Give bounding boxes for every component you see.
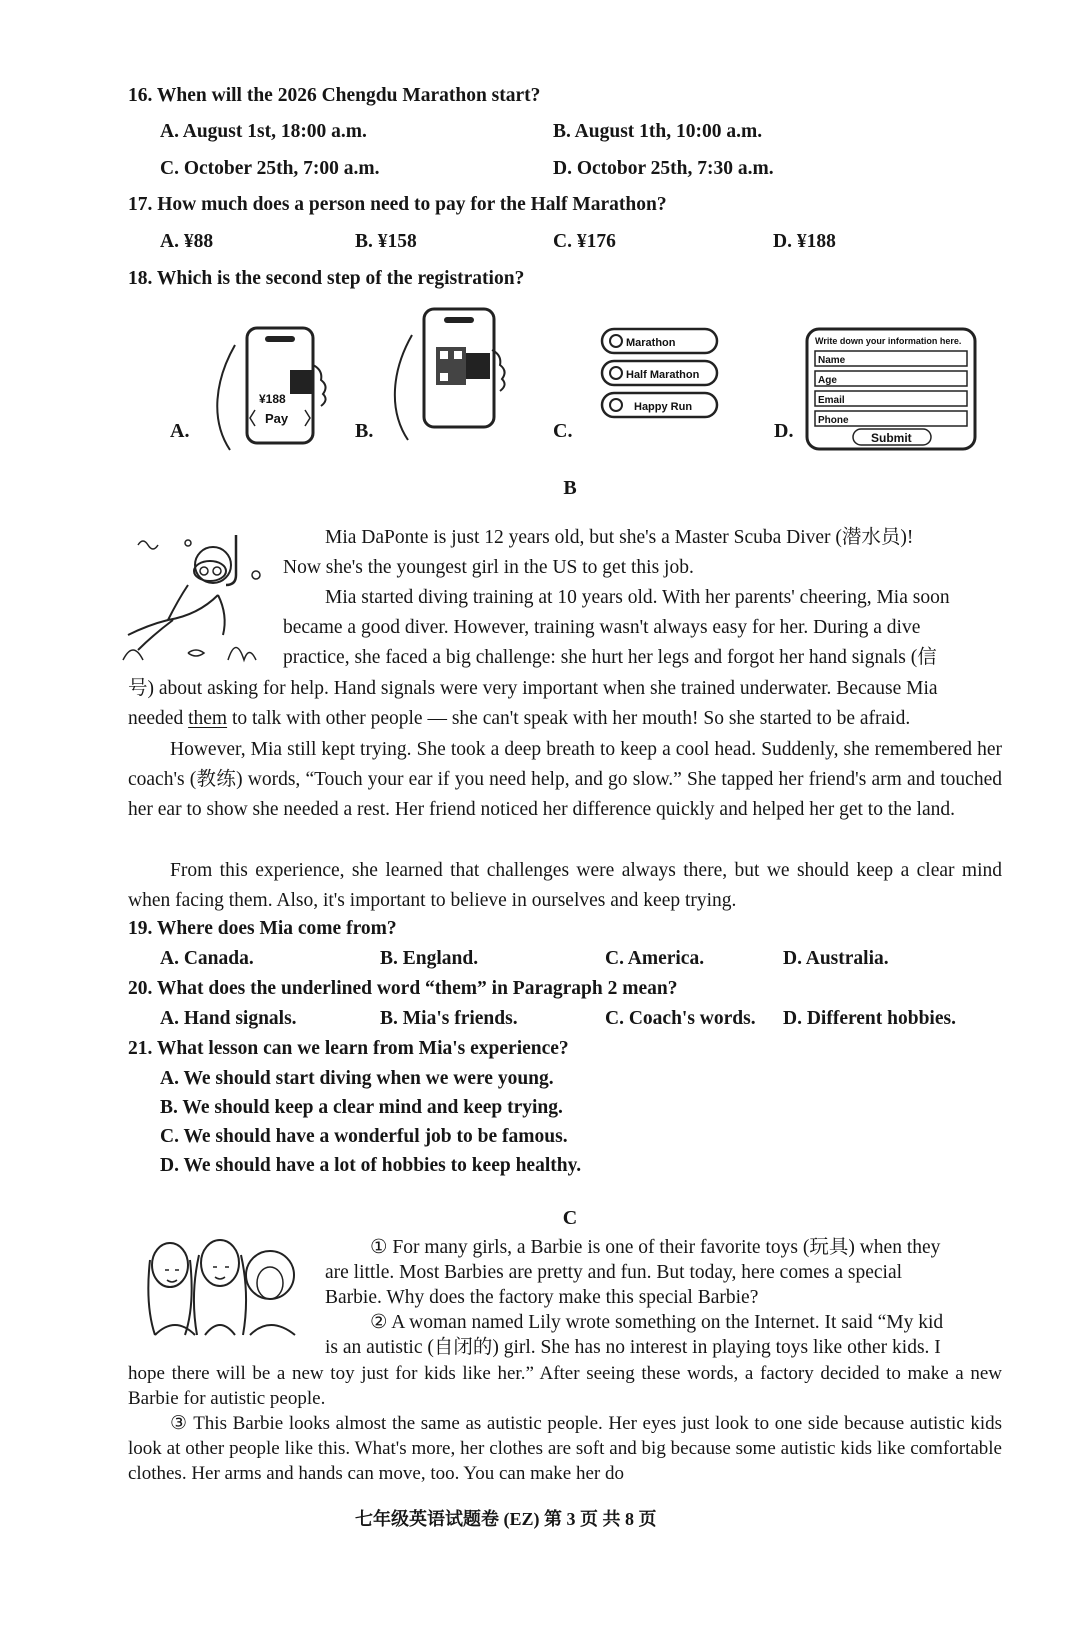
b-p2-line4: 号) about asking for help. Hand signals were very important when she trained underwater. Because Mia: [128, 678, 938, 699]
q20-option-a: A. Hand signals.: [160, 1008, 297, 1029]
event-choice-illustration: [600, 325, 725, 425]
c-paragraph-3: ③ This Barbie looks almost the same as autistic people. Her eyes just look to one side because autistic kids look at other people like this. What's more, her clothes are soft and big because some autistic kids like comfortable clothes. Her arms and hands can move, too. You can make her do: [128, 1413, 1002, 1484]
form-field-phone: Phone: [818, 415, 849, 426]
q16-option-a: A. August 1st, 18:00 a.m.: [160, 121, 367, 142]
choice-half-marathon: Half Marathon: [626, 369, 700, 381]
c-p2-line2: is an autistic (自闭的) girl. She has no interest in playing toys like other kids. I: [325, 1337, 941, 1358]
q18-label-d: D.: [774, 420, 794, 442]
q20-option-b: B. Mia's friends.: [380, 1008, 518, 1029]
form-submit: Submit: [871, 431, 912, 445]
info-form-illustration: [805, 325, 980, 455]
c-paragraph-2-cont: hope there will be a new toy just for kids like her.” After seeing these words, a factory decided to make a new Barbie for autistic people.: [128, 1363, 1002, 1409]
b-p2-line5: needed them to talk with other people — she can't speak with her mouth! So she started to be afraid.: [128, 708, 911, 729]
q19-option-a: A. Canada.: [160, 948, 254, 969]
three-girls-illustration: [135, 1235, 305, 1345]
c-p1-line2: are little. Most Barbies are pretty and fun. But today, here comes a special: [325, 1262, 903, 1283]
q17-option-c: C. ¥176: [553, 231, 616, 252]
c-p1-line1: ① For many girls, a Barbie is one of their favorite toys (玩具) when they: [370, 1237, 941, 1258]
phone-pay-illustration: [205, 320, 335, 455]
q16-option-d: D. Octobor 25th, 7:30 a.m.: [553, 158, 774, 179]
q21-option-b: B. We should keep a clear mind and keep trying.: [160, 1097, 563, 1118]
b-paragraph-3: However, Mia still kept trying. She took a deep breath to keep a cool head. Suddenly, she remembered her coach's (教练) words, “Touch your ear if you need help, and go slow.” She tapped her friend's arm and touched her ear to show she needed a rest. Her friend noticed her difference quickly and helped her get to the land.: [128, 739, 1002, 820]
form-field-name: Name: [818, 355, 846, 366]
q18-stem: 18. Which is the second step of the registration?: [128, 268, 525, 289]
q18-label-a: A.: [170, 420, 190, 442]
page-footer: 七年级英语试题卷 (EZ) 第 3 页 共 8 页: [355, 1509, 657, 1529]
choice-happy-run: Happy Run: [634, 401, 693, 413]
form-field-age: Age: [818, 375, 837, 386]
b-p1-line2: Now she's the youngest girl in the US to get this job.: [283, 557, 694, 578]
q19-option-b: B. England.: [380, 948, 479, 969]
q19-option-c: C. America.: [605, 948, 705, 969]
underlined-word-them: them: [188, 708, 228, 729]
section-b-heading: B: [563, 477, 577, 499]
b-paragraph-4: From this experience, she learned that challenges were always there, but we should keep a clear mind when facing them. Also, it's important to believe in ourselves and keep trying.: [128, 860, 1002, 911]
pay-price: ¥188: [259, 392, 286, 406]
form-title: Write down your information here.: [815, 336, 962, 346]
b-p2-line1: Mia started diving training at 10 years old. With her parents' cheering, Mia soon: [325, 587, 950, 608]
c-p1-line3: Barbie. Why does the factory make this special Barbie?: [325, 1287, 759, 1308]
b-p2-line3: practice, she faced a big challenge: she hurt her legs and forgot her hand signals (信: [283, 647, 937, 668]
q20-stem: 20. What does the underlined word “them” in Paragraph 2 mean?: [128, 978, 678, 999]
q21-option-a: A. We should start diving when we were young.: [160, 1068, 554, 1089]
q16-option-c: C. October 25th, 7:00 a.m.: [160, 158, 380, 179]
q16-option-b: B. August 1th, 10:00 a.m.: [553, 121, 763, 142]
q17-option-d: D. ¥188: [773, 231, 836, 252]
scuba-diver-illustration: [118, 525, 273, 670]
phone-qr-illustration: [380, 305, 510, 445]
section-c-heading: C: [562, 1207, 578, 1229]
q21-stem: 21. What lesson can we learn from Mia's experience?: [128, 1038, 569, 1059]
q19-option-d: D. Australia.: [783, 948, 889, 969]
q21-option-d: D. We should have a lot of hobbies to keep healthy.: [160, 1155, 582, 1176]
choice-marathon: Marathon: [626, 337, 676, 349]
q17-option-b: B. ¥158: [355, 231, 417, 252]
pay-label: Pay: [265, 411, 289, 426]
c-p2-line1: ② A woman named Lily wrote something on the Internet. It said “My kid: [370, 1312, 944, 1333]
q18-label-b: B.: [355, 420, 374, 442]
q17-stem: 17. How much does a person need to pay for the Half Marathon?: [128, 194, 667, 215]
b-p1-line1: Mia DaPonte is just 12 years old, but she's a Master Scuba Diver (潜水员)!: [325, 527, 914, 548]
q19-stem: 19. Where does Mia come from?: [128, 918, 397, 939]
q20-option-d: D. Different hobbies.: [783, 1008, 956, 1029]
q20-option-c: C. Coach's words.: [605, 1008, 756, 1029]
q16-stem: 16. When will the 2026 Chengdu Marathon start?: [128, 85, 541, 106]
form-field-email: Email: [818, 395, 845, 406]
q17-option-a: A. ¥88: [160, 231, 214, 252]
q18-label-c: C.: [553, 420, 573, 442]
b-p2-line2: became a good diver. However, training wasn't always easy for her. During a dive: [283, 617, 921, 638]
q21-option-c: C. We should have a wonderful job to be famous.: [160, 1126, 568, 1147]
